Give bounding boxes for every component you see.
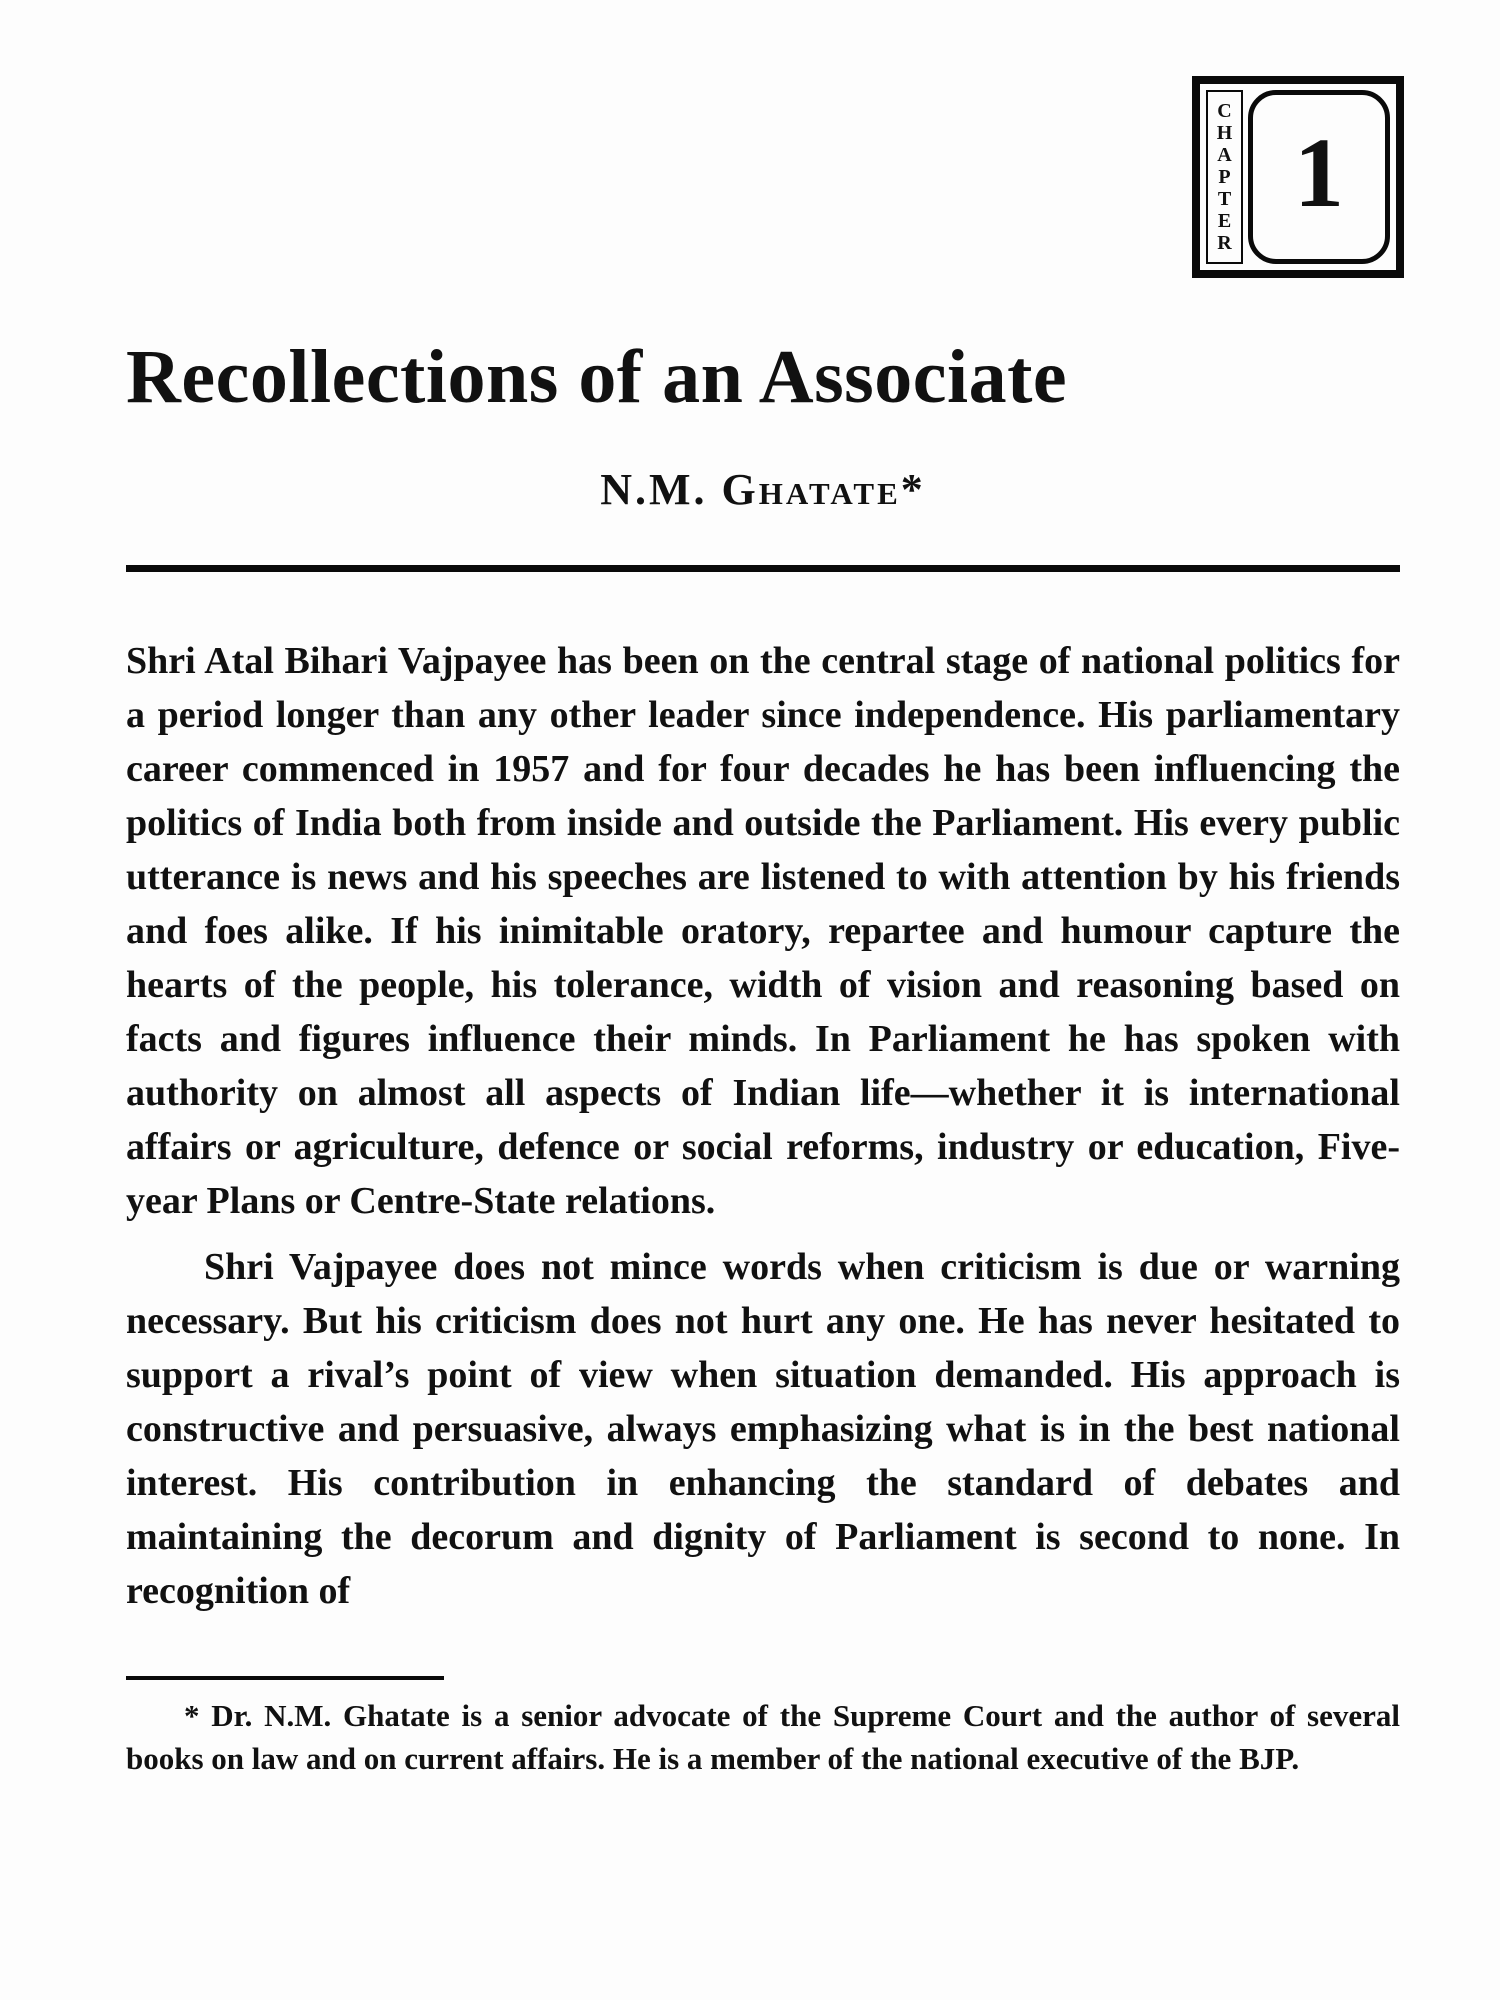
page-title: Recollections of an Associate bbox=[126, 335, 1068, 419]
chapter-number: 1 bbox=[1294, 117, 1344, 228]
header-divider-rule bbox=[126, 565, 1400, 572]
footnote-divider-rule bbox=[126, 1676, 444, 1680]
author-byline: N.M. Ghatate* bbox=[600, 464, 926, 514]
footnote: * Dr. N.M. Ghatate is a senior advocate of the Supreme Court and the author of several books on law and on current affairs. He is a member of the national executive of the BJP. bbox=[126, 1697, 1400, 1776]
chapter-number-box bbox=[1248, 90, 1390, 264]
chapter-badge bbox=[1192, 76, 1404, 278]
paragraph-2: Shri Vajpayee does not mince words when criticism is due or warning necessary. But his criticism does not hurt any one. He has never hesitated to support a rival’s point of view when situation demanded. His approach is constructive and persuasive, always emphasizing what is in the best national interest. His contribution in enhancing the standard of debates and maintaining the decorum and dignity of Parliament is second to none. In recognition of bbox=[126, 1245, 1400, 1612]
paragraph-1: Shri Atal Bihari Vajpayee has been on the central stage of national politics for a period longer than any other leader since independence. His parliamentary career commenced in 1957 and for four decades he has been influencing the politics of India both from inside and outside the Parliament. His every public utterance is news and his speeches are listened to with attention by his friends and foes alike. If his inimitable oratory, repartee and humour capture the hearts of the people, his tolerance, width of vision and reasoning based on facts and figures influence their minds. In Parliament he has spoken with authority on almost all aspects of Indian life—whether it is international affairs or agriculture, defence or social reforms, industry or education, Five-year Plans or Centre-State relations. bbox=[126, 639, 1400, 1222]
chapter-vertical-label: CHAPTER bbox=[1206, 90, 1243, 264]
